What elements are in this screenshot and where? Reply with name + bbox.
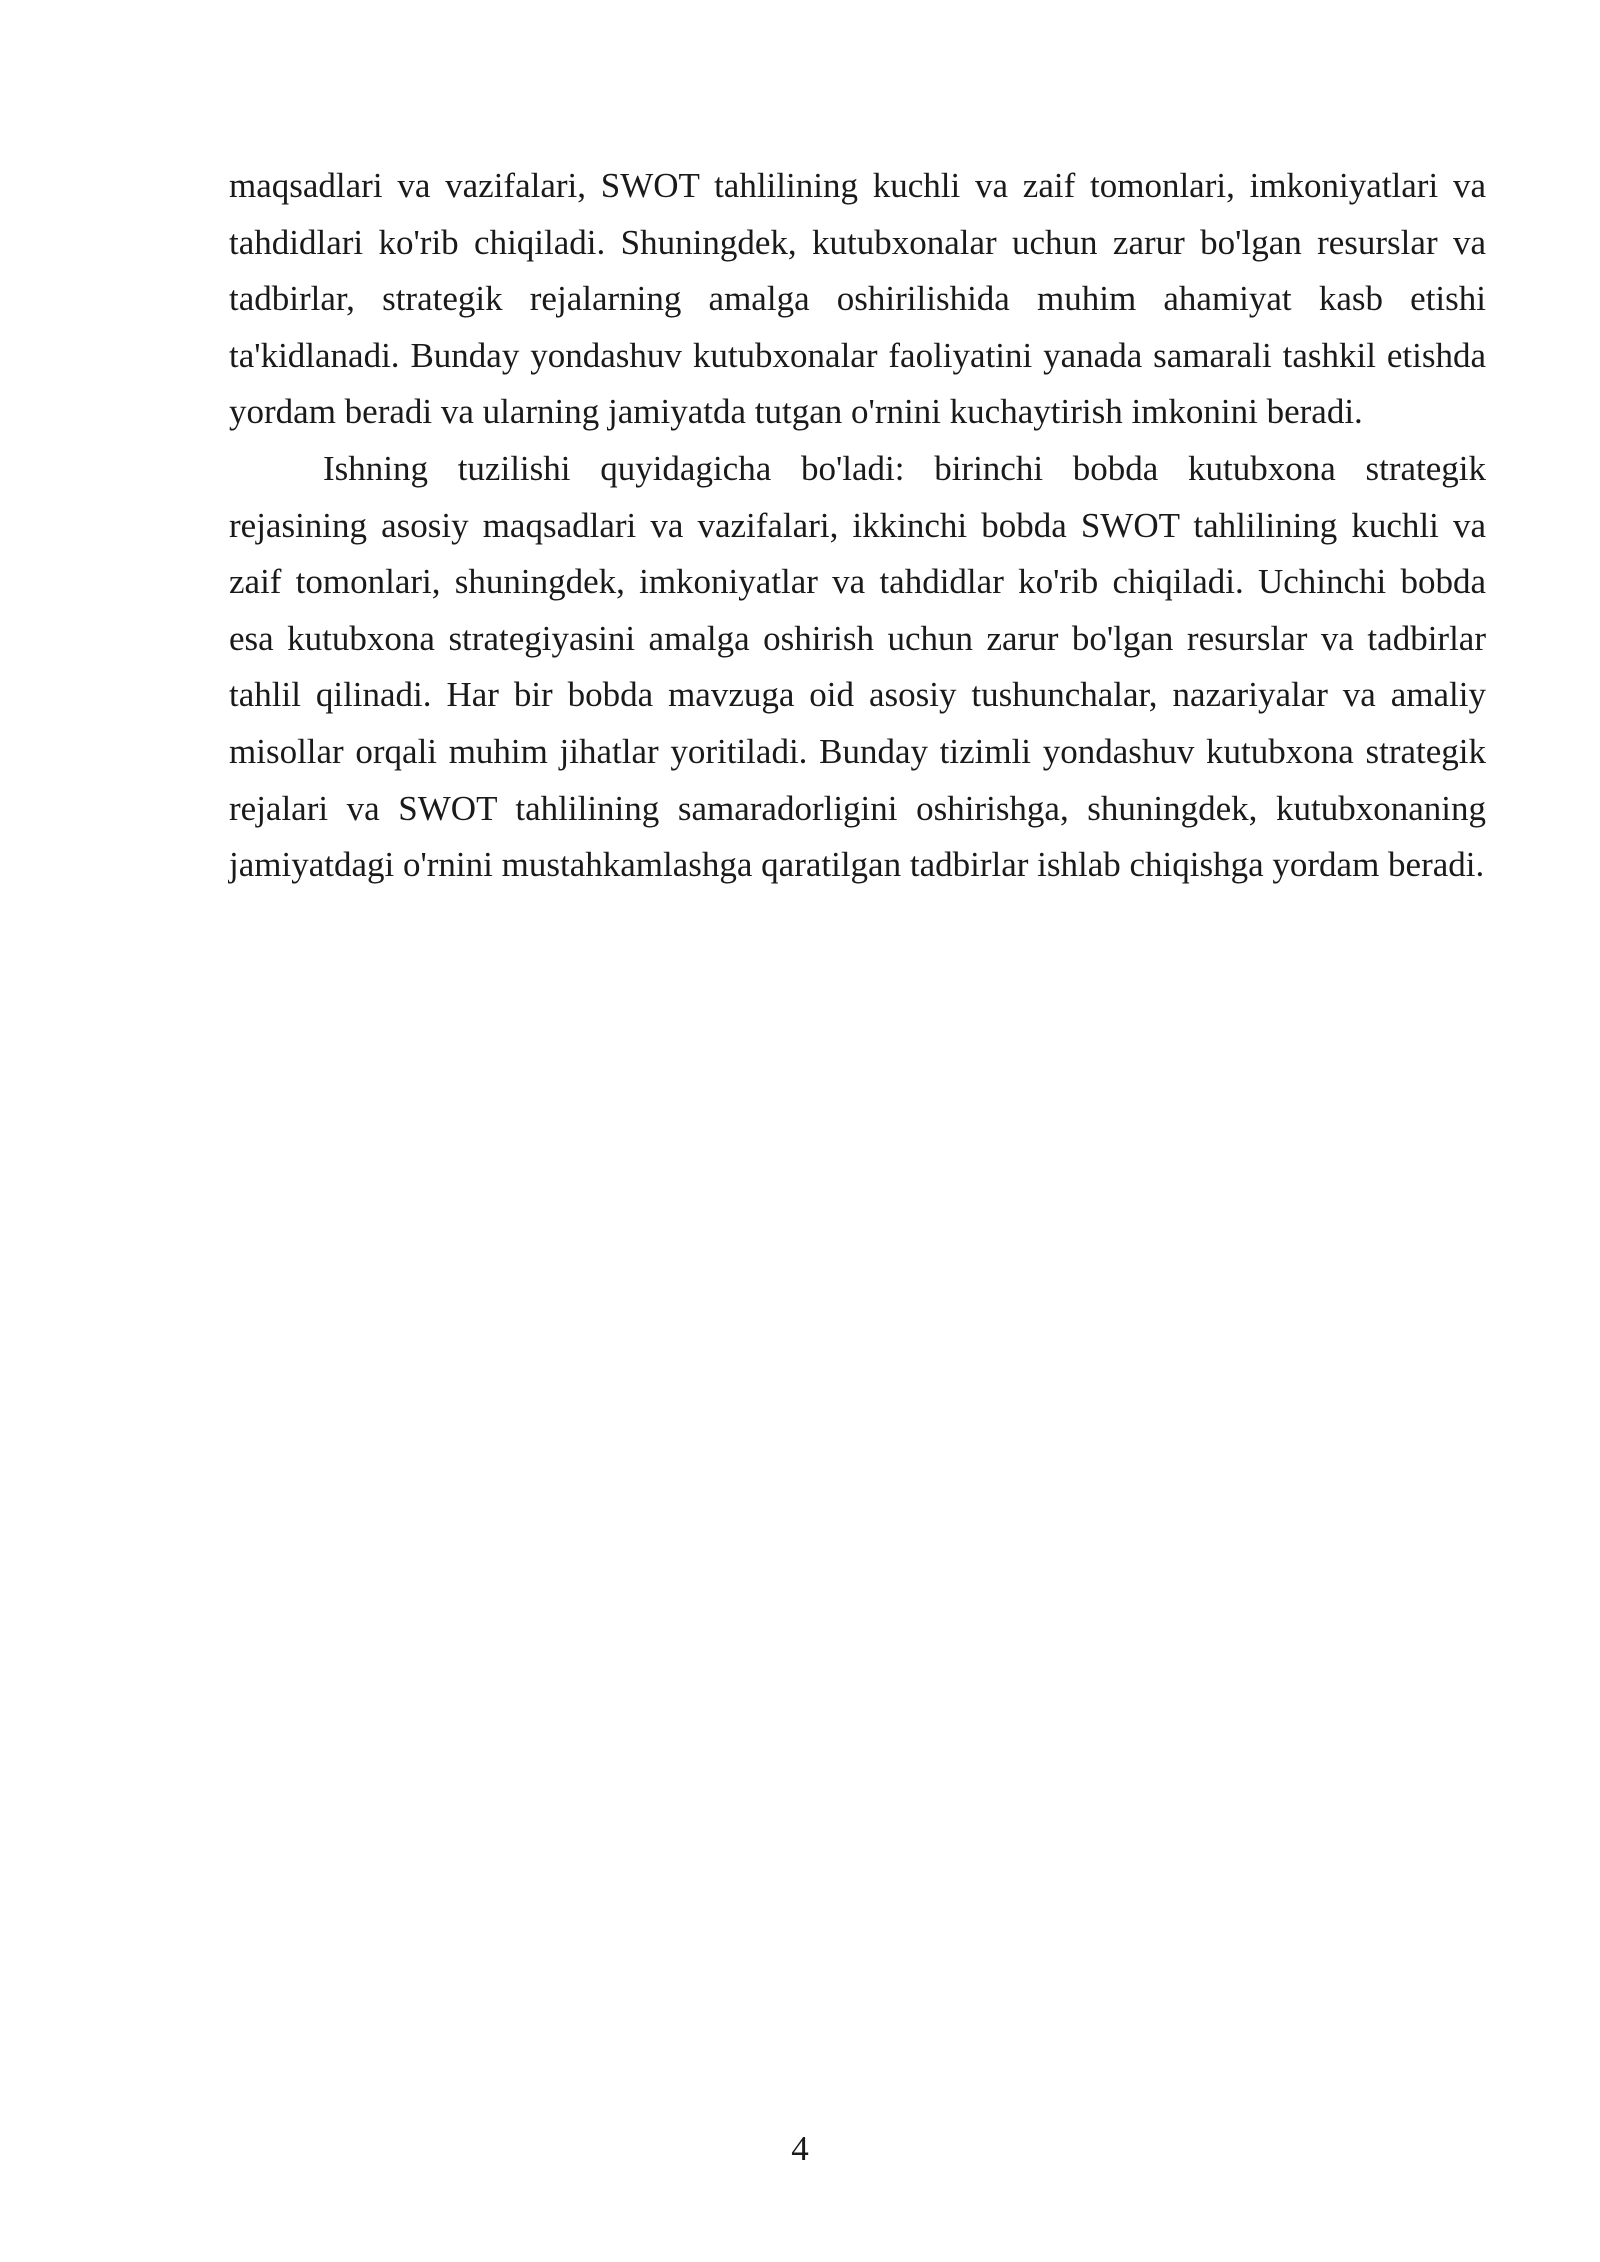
body-text xyxy=(229,158,1486,894)
paragraph-continued: maqsadlari va vazifalari, SWOT tahlilining kuchli va zaif tomonlari, imkoniyatlari va tahdidlari ko'rib chiqiladi. Shuningdek, kutubxonalar uchun zarur bo'lgan resurslar va tadbirlar, strategik rejalarning amalga oshirilishida muhim ahamiyat kasb etishi ta'kidlanadi. Bunday yondashuv kutubxonalar faoliyatini yanada samarali tashkil etishda yordam beradi va ularning jamiyatda tutgan o'rnini kuchaytirish imkonini beradi. xyxy=(229,166,1486,432)
page-number: 4 xyxy=(791,2129,809,2168)
paragraph-structure: Ishning tuzilishi quyidagicha bo'ladi: birinchi bobda kutubxona strategik rejasining asosiy maqsadlari va vazifalari, ikkinchi bobda SWOT tahlilining kuchli va zaif tomonlari, shuningdek, imkoniyatlar va tahdidlar ko'rib chiqiladi. Uchinchi bobda esa kutubxona strategiyasini amalga oshirish uchun zarur bo'lgan resurslar va tadbirlar tahlil qilinadi. Har bir bobda mavzuga oid asosiy tushunchalar, nazariyalar va amaliy misollar orqali muhim jihatlar yoritiladi. Bunday tizimli yondashuv kutubxona strategik rejalari va SWOT tahlilining samaradorligini oshirishga, shuningdek, kutubxonaning jamiyatdagi o'rnini mustahkamlashga qaratilgan tadbirlar ishlab chiqishga yordam beradi. xyxy=(229,448,1486,885)
